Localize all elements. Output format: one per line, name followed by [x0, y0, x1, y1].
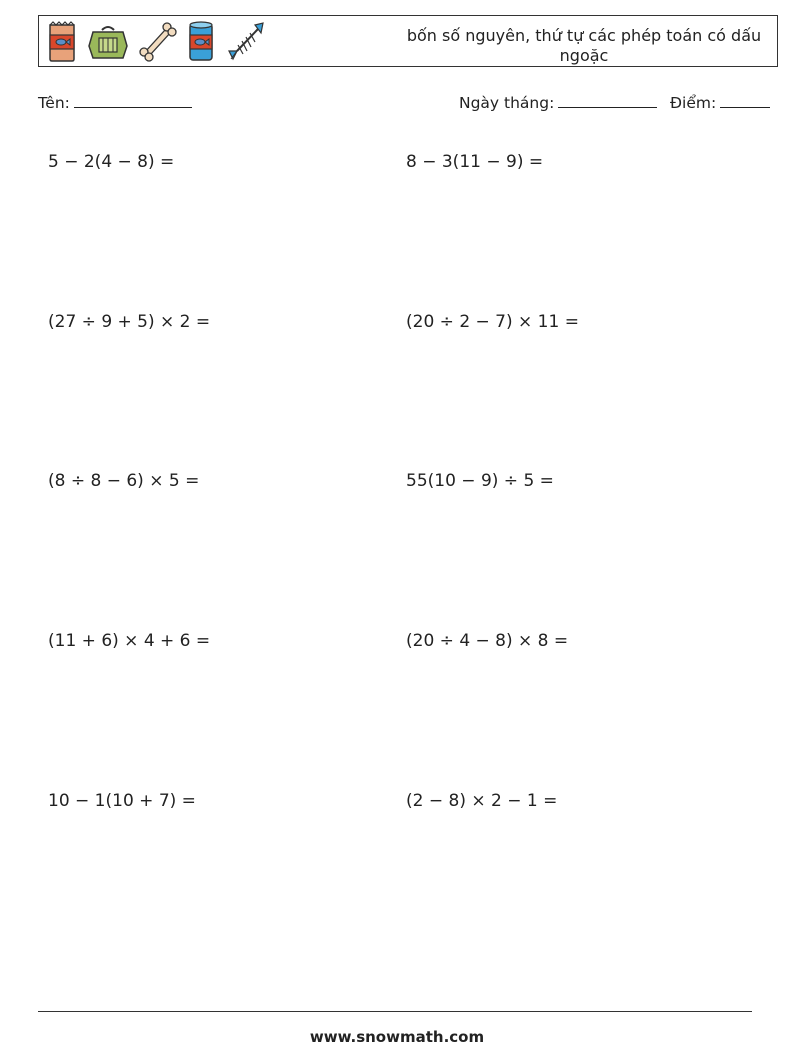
pet-carrier-icon [87, 24, 129, 60]
header-icons [47, 20, 267, 64]
fish-bone-icon [225, 21, 267, 63]
date-field [459, 93, 657, 112]
score-field [670, 93, 770, 112]
score-label: Điểm: [670, 94, 717, 112]
name-blank [74, 93, 192, 108]
name-field [38, 93, 192, 112]
fish-food-bag-icon [47, 21, 77, 63]
score-blank [720, 93, 770, 108]
problem-2: 8 − 3(11 − 9) = [406, 152, 544, 172]
problem-5: (8 ÷ 8 − 6) × 5 = [48, 471, 200, 491]
fish-can-icon [187, 20, 215, 64]
problem-7: (11 + 6) × 4 + 6 = [48, 631, 211, 651]
problem-4: (20 ÷ 2 − 7) × 11 = [406, 312, 579, 332]
footer-url: www.snowmath.com [309, 1028, 485, 1046]
bone-icon [139, 22, 177, 62]
problem-9: 10 − 1(10 + 7) = [48, 791, 196, 811]
problem-1: 5 − 2(4 − 8) = [48, 152, 175, 172]
worksheet-title: bốn số nguyên, thứ tự các phép toán có dấu ngoặc [406, 26, 762, 65]
problem-10: (2 − 8) × 2 − 1 = [406, 791, 558, 811]
problem-8: (20 ÷ 4 − 8) × 8 = [406, 631, 569, 651]
worksheet-header [38, 15, 778, 67]
problem-6: 55(10 − 9) ÷ 5 = [406, 471, 554, 491]
date-blank [558, 93, 657, 108]
name-label: Tên: [38, 94, 70, 112]
footer-divider [38, 1011, 752, 1012]
problem-3: (27 ÷ 9 + 5) × 2 = [48, 312, 211, 332]
date-label: Ngày tháng: [459, 94, 555, 112]
